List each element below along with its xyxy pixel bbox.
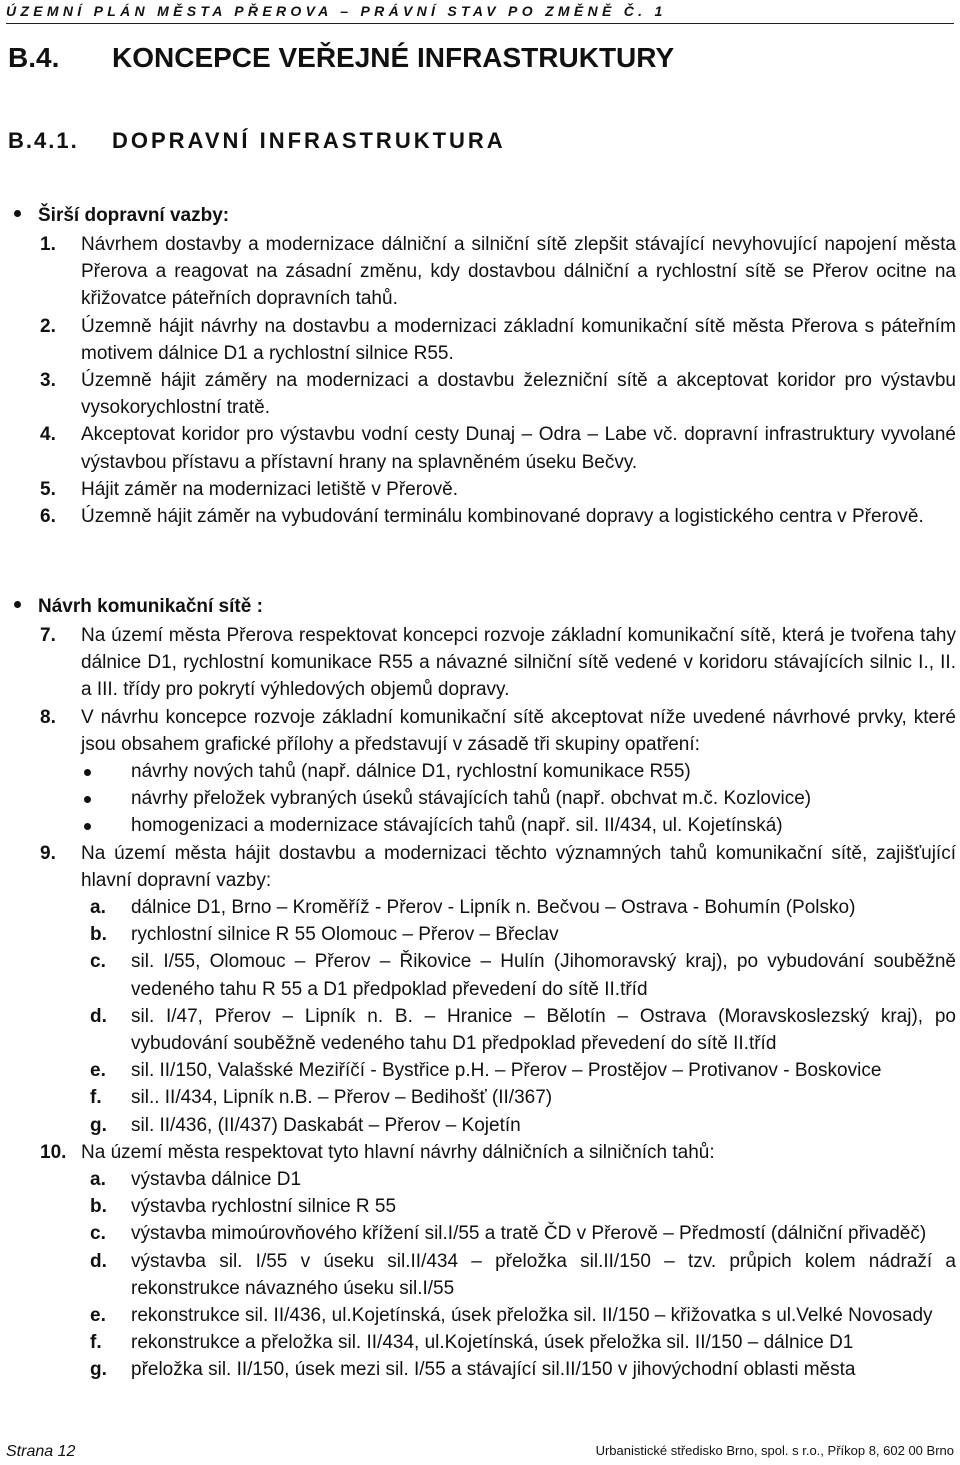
section-heading [8, 128, 506, 154]
header-rule [6, 23, 954, 24]
page-number: Strana 12 [6, 1443, 76, 1460]
bullet-icon [84, 785, 131, 812]
sub-item: a. výstavba dálnice D1 [90, 1169, 302, 1191]
wider-links-list [40, 231, 956, 530]
sub-item: g. sil. II/436, (II/437) Daskabát – Přerov – Kojetín [90, 1114, 521, 1136]
section-title: DOPRAVNÍ INFRASTRUKTURA [112, 128, 506, 153]
sub-item: c. výstavba mimoúrovňového křížení sil.I/55 a tratě ČD v Přerově – Předmostí (dálniční přivaděč) [90, 1223, 927, 1245]
sub-item: f. rekonstrukce a přeložka sil. II/434, ul.Kojetínská, úsek přeložka sil. II/150 – dálnice D1 [90, 1332, 854, 1354]
sub-item: b. výstavba rychlostní silnice R 55 [90, 1196, 397, 1218]
list-item: 4. Akceptovat koridor pro výstavbu vodní cesty Dunaj – Odra – Labe vč. dopravní infrastruktury vyvolané výstavbou přístavu a přístavní hrany na splavněném úseku Bečvy. [40, 424, 956, 473]
chapter-heading [8, 42, 674, 74]
sub-item: f. sil.. II/434, Lipník n.B. – Přerov – Bedihošť (II/367) [90, 1087, 553, 1109]
bullet-icon [84, 758, 131, 785]
sub-item: c. sil. I/55, Olomouc – Přerov – Řikovice – Hulín (Jihomoravský kraj), po vybudování souběžně vedeného tahu R 55 a D1 předpoklad převedení do sítě II.tříd [90, 951, 956, 1000]
chapter-number: B.4. [8, 42, 60, 73]
list-item: 3. Územně hájit záměry na modernizaci a dostavbu železniční sítě a akceptovat koridor pro výstavbu vysokorychlostní tratě. [40, 370, 956, 419]
bullet-icon [14, 601, 21, 608]
sub-item: a. dálnice D1, Brno – Kroměříž - Přerov - Lipník n. Bečvou – Ostrava - Bohumín (Polsko) [90, 897, 856, 919]
bullet-icon [84, 812, 131, 839]
sub-item: d. výstavba sil. I/55 v úseku sil.II/434 – přeložka sil.II/150 – tzv. průpich kolem nádraží a rekonstrukce návazného úseku sil.I/55 [90, 1250, 956, 1299]
bullet-item: návrhy nových tahů (např. dálnice D1, rychlostní komunikace R55) [40, 758, 956, 785]
bullet-item: návrhy přeložek vybraných úseků stávajících tahů (např. obchvat m.č. Kozlovice) [40, 785, 956, 812]
sub-item: g. přeložka sil. II/150, úsek mezi sil. I/55 a stávající sil.II/150 v jihovýchodní oblasti města [90, 1359, 856, 1381]
sub-item: e. sil. II/150, Valašské Meziříčí - Bystřice p.H. – Přerov – Prostějov – Protivanov - Boskovice [90, 1060, 882, 1082]
list-item: 10. Na území města respektovat tyto hlavní návrhy dálničních a silničních tahů: [40, 1141, 715, 1163]
bullet-icon [14, 210, 21, 217]
list-item: 1. Návrhem dostavby a modernizace dálniční a silniční sítě zlepšit stávající nevyhovující napojení města Přerova a reagovat na zásadní změnu, kdy dostavbou dálniční a rychlostní sítě se Přerov ocitne na křižovatce páteřních dopravních tahů. [40, 234, 956, 310]
sub-item: b. rychlostní silnice R 55 Olomouc – Přerov – Břeclav [90, 924, 559, 946]
running-head: ÚZEMNÍ PLÁN MĚSTA PŘEROVA – PRÁVNÍ STAV PO ZMĚNĚ Č. 1 [6, 3, 667, 19]
network-list [40, 622, 956, 1384]
list-item: 5. Hájit záměr na modernizaci letiště v Přerově. [40, 478, 458, 500]
list-item: 6. Územně hájit záměr na vybudování terminálu kombinované dopravy a logistického centra v Přerově. [40, 506, 924, 528]
list-item: 2. Územně hájit návrhy na dostavbu a modernizaci základní komunikační sítě města Přerova s páteřním motivem dálnice D1 a rychlostní silnice R55. [40, 315, 956, 364]
list-item: 8. V návrhu koncepce rozvoje základní komunikační sítě akceptovat níže uvedené návrhové prvky, které jsou obsahem grafické přílohy a představují v zásadě tři skupiny opatření: [40, 706, 956, 755]
list-item: 9. Na území města hájit dostavbu a modernizaci těchto významných tahů komunikační sítě, zajišťující hlavní dopravní vazby: [40, 842, 956, 891]
subsection-title-network: Návrh komunikační sítě : [14, 596, 263, 618]
chapter-title: KONCEPCE VEŘEJNÉ INFRASTRUKTURY [112, 42, 675, 73]
sub-item: e. rekonstrukce sil. II/436, ul.Kojetínská, úsek přeložka sil. II/150 – křižovatka s ul.Velké Novosady [90, 1305, 933, 1327]
publisher-info: Urbanistické středisko Brno, spol. s r.o., Příkop 8, 602 00 Brno [595, 1443, 954, 1458]
sub-item: d. sil. I/47, Přerov – Lipník n. B. – Hranice – Bělotín – Ostrava (Moravskoslezský kraj), po vybudování souběžně vedeného tahu D1 předpoklad převedení do sítě II.tříd [90, 1005, 956, 1055]
section-number: B.4.1. [8, 128, 79, 153]
bullet-item: homogenizaci a modernizace stávajících tahů (např. sil. II/434, ul. Kojetínská) [40, 812, 956, 839]
subsection-title-wider-links: Širší dopravní vazby: [14, 205, 229, 227]
list-item: 7. Na území města Přerova respektovat koncepci rozvoje základní komunikační sítě, která je tvořena tahy dálnice D1, rychlostní komunikace R55 a návazné silniční sítě vedené v koridoru stávajících silnic I., II. a III. třídy pro pokrytí výhledových objemů dopravy. [40, 625, 956, 701]
